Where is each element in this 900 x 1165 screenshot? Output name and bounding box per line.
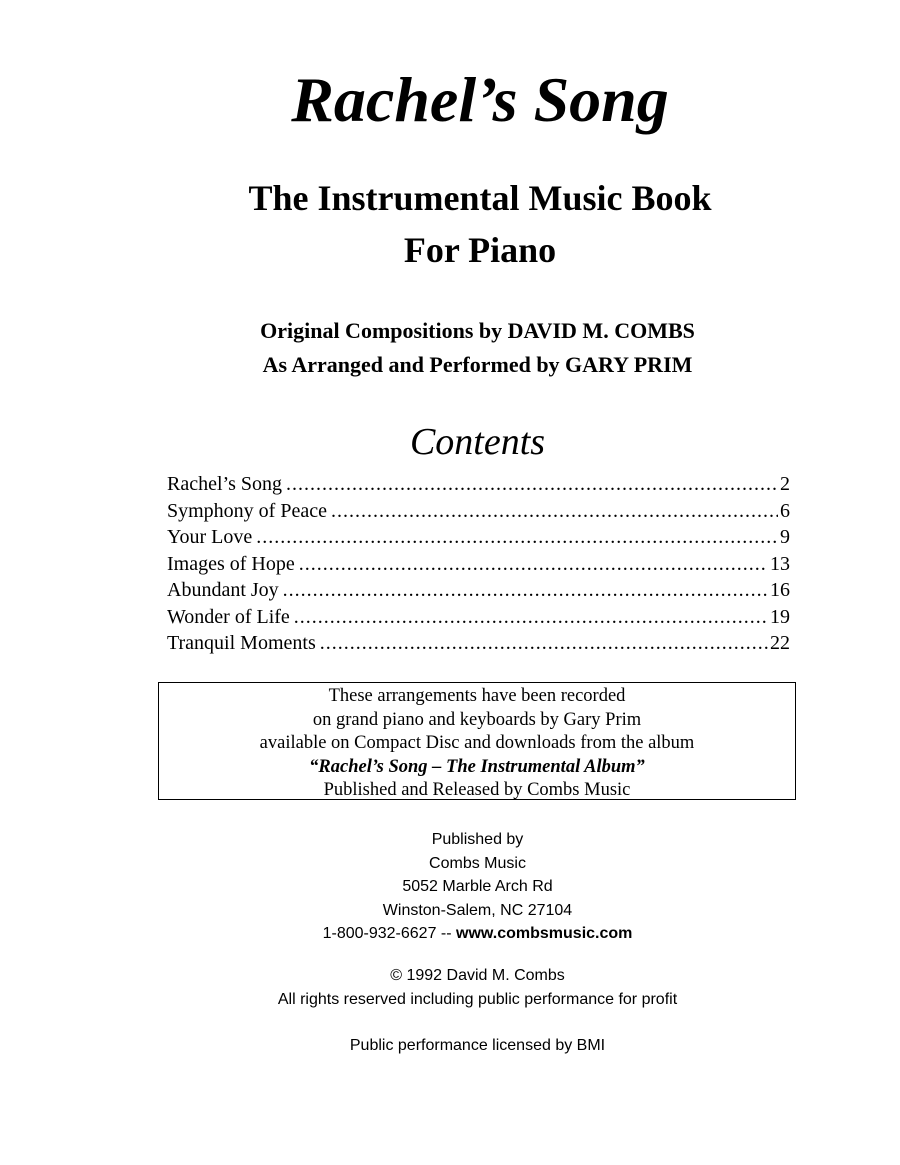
- toc-entry: [167, 498, 790, 525]
- contents-heading: Contents: [409, 421, 546, 463]
- recording-line-3: available on Compact Disc and downloads from the album: [259, 733, 695, 753]
- toc-entry: [167, 577, 790, 604]
- book-title: Rachel’s Song: [291, 64, 669, 135]
- toc-entry-title: Wonder of Life: [167, 605, 290, 628]
- toc-dot-leader: [283, 577, 768, 604]
- toc-dot-leader: [320, 630, 768, 657]
- copyright-line: © 1992 David M. Combs: [390, 967, 565, 984]
- recording-line-1: These arrangements have been recorded: [328, 686, 626, 706]
- toc-entry: [167, 524, 790, 551]
- toc-entry-page: 22: [770, 632, 790, 654]
- toc-entry: [167, 551, 790, 578]
- toc-entry-title: Tranquil Moments: [167, 632, 316, 654]
- toc-entry-page: 19: [770, 605, 790, 628]
- toc-entry-title: Your Love: [167, 526, 253, 548]
- toc-entry: [167, 471, 790, 498]
- toc-dot-leader: [294, 604, 768, 631]
- toc-entry: [167, 630, 790, 657]
- subtitle-line-2: For Piano: [403, 230, 557, 270]
- recording-line-2: on grand piano and keyboards by Gary Prim: [312, 709, 642, 730]
- recording-info-box: [158, 682, 796, 800]
- toc-entry-page: 13: [770, 552, 790, 575]
- table-of-contents: [167, 471, 790, 657]
- toc-entry-page: 9: [780, 526, 790, 548]
- toc-dot-leader: [299, 551, 768, 578]
- publisher-website[interactable]: www.combsmusic.com: [456, 925, 633, 942]
- arranger-credit: As Arranged and Performed by GARY PRIM: [262, 352, 693, 377]
- copyright-info: [0, 964, 900, 1011]
- toc-entry-page: 6: [780, 499, 790, 522]
- license-line: Public performance licensed by BMI: [349, 1037, 606, 1054]
- publisher-address-1: 5052 Marble Arch Rd: [402, 878, 553, 895]
- album-title: “Rachel’s Song – The Instrumental Album”: [309, 756, 645, 777]
- recording-line-5: Published and Released by Combs Music: [323, 780, 631, 800]
- toc-entry-page: 16: [770, 579, 790, 601]
- publisher-address-2: Winston-Salem, NC 27104: [382, 901, 573, 919]
- toc-dot-leader: [286, 471, 778, 498]
- composer-credit: Original Compositions by DAVID M. COMBS: [260, 318, 695, 343]
- toc-dot-leader: [331, 498, 778, 525]
- toc-entry-title: Images of Hope: [167, 552, 295, 575]
- publisher-phone: 1-800-932-6627 --: [322, 925, 452, 942]
- publisher-info: [0, 828, 900, 946]
- rights-line: All rights reserved including public performance for profit: [277, 990, 678, 1008]
- toc-entry-page: 2: [780, 473, 790, 495]
- toc-entry-title: Abundant Joy: [167, 579, 279, 601]
- published-by-label: Published by: [431, 831, 524, 848]
- toc-dot-leader: [256, 524, 778, 551]
- publisher-contact: [0, 922, 900, 946]
- toc-entry: [167, 604, 790, 631]
- toc-entry-title: Rachel’s Song: [167, 473, 282, 495]
- publisher-name: Combs Music: [429, 854, 526, 872]
- subtitle-line-1: The Instrumental Music Book: [248, 178, 712, 218]
- toc-entry-title: Symphony of Peace: [167, 499, 327, 522]
